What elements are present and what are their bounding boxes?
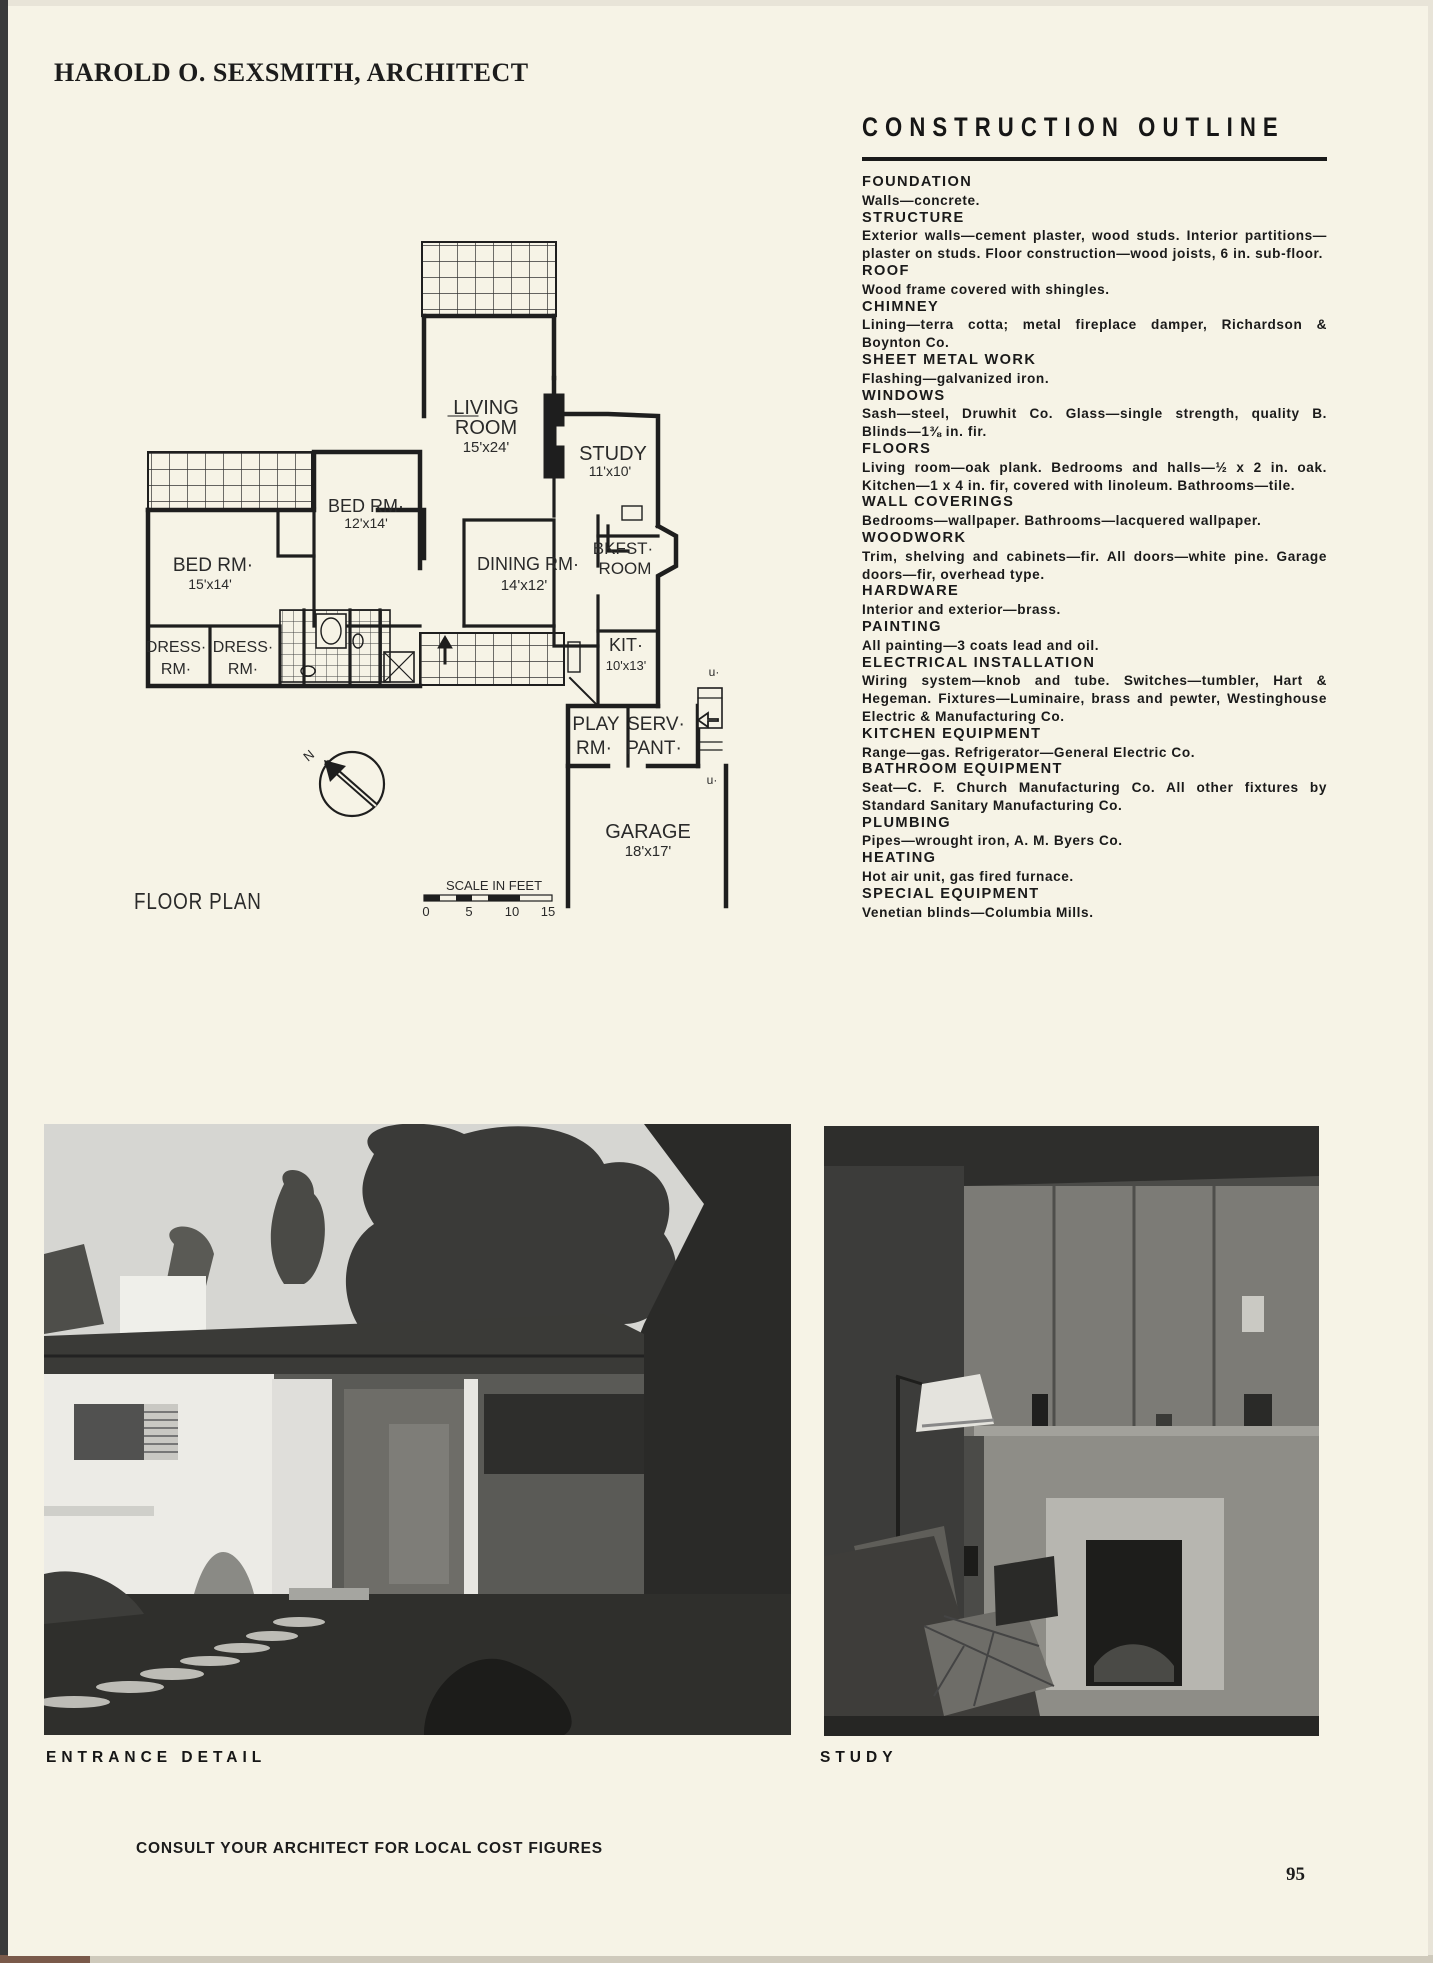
breakfast-room-label: BKFST· bbox=[592, 539, 654, 558]
bed-room-upper-label: BED RM· bbox=[328, 496, 404, 516]
living-room-label: LIVING bbox=[453, 397, 519, 419]
outline-body: Lining—terra cotta; metal fireplace damper, Richardson & Boynton Co. bbox=[862, 317, 1327, 351]
outline-body: Seat—C. F. Church Manufacturing Co. All other fixtures by Standard Sanitary Manufacturing Co. bbox=[862, 780, 1327, 813]
play-room-label-2: RM· bbox=[576, 738, 612, 759]
dress-room-1-label-2: RM· bbox=[160, 661, 192, 678]
north-arrow-icon bbox=[300, 747, 384, 816]
scale-tick-10: 10 bbox=[504, 904, 520, 919]
outline-heading: SPECIAL EQUIPMENT bbox=[862, 885, 1040, 902]
scale-tick-0: 0 bbox=[422, 904, 430, 919]
outline-heading: ROOF bbox=[862, 262, 910, 279]
dress-room-2-label-2: RM· bbox=[227, 661, 259, 678]
construction-outline-title: CONSTRUCTION OUTLINE bbox=[862, 112, 1285, 142]
outline-heading: HEATING bbox=[862, 850, 937, 867]
outline-heading: STRUCTURE bbox=[862, 209, 965, 226]
page-bottom-edge bbox=[0, 1955, 1433, 1963]
step-mark-lower: u· bbox=[706, 773, 718, 787]
page-corner-shadow bbox=[0, 1955, 90, 1963]
play-room-label: PLAY bbox=[572, 714, 620, 735]
bed-room-upper-size: 12'x14' bbox=[344, 515, 388, 531]
kitchen-label: KIT· bbox=[609, 635, 643, 655]
outline-heading: FLOORS bbox=[862, 440, 932, 457]
outline-body: Pipes—wrought iron, A. M. Byers Co. bbox=[862, 833, 1123, 849]
architect-heading: HAROLD O. SEXSMITH, ARCHITECT bbox=[54, 58, 529, 87]
garage-label: GARAGE bbox=[605, 821, 691, 843]
step-mark-upper: u· bbox=[708, 665, 720, 679]
outline-heading: WINDOWS bbox=[862, 387, 946, 404]
outline-heading: SHEET METAL WORK bbox=[862, 351, 1037, 368]
outline-body: Exterior walls—cement plaster, wood studs. Interior partitions—plaster on studs. Floor construction—wood joists, 6 in. sub-floor. bbox=[862, 228, 1327, 262]
entrance-detail-caption: ENTRANCE DETAIL bbox=[46, 1749, 267, 1766]
kitchen-size: 10'x13' bbox=[605, 658, 647, 673]
study-photo bbox=[824, 1126, 1319, 1736]
floor-plan-label: FLOOR PLAN bbox=[134, 888, 262, 914]
outline-heading: PLUMBING bbox=[862, 814, 952, 831]
page-number: 95 bbox=[1286, 1864, 1305, 1885]
outline-heading: BATHROOM EQUIPMENT bbox=[862, 761, 1063, 778]
outline-heading: PAINTING bbox=[862, 618, 942, 635]
outline-heading: FOUNDATION bbox=[862, 174, 973, 190]
magazine-page bbox=[8, 6, 1428, 1956]
breakfast-room-label-2: ROOM bbox=[598, 559, 652, 578]
outline-body: Trim, shelving and cabinets—fir. All doors—white pine. Garage doors—fir, overhead type. bbox=[862, 548, 1327, 582]
study-size: 11'x10' bbox=[588, 463, 632, 479]
outline-heading: KITCHEN EQUIPMENT bbox=[862, 725, 1042, 742]
bed-room-left-label: BED RM· bbox=[172, 555, 254, 576]
outline-body: Range—gas. Refrigerator—General Electric Co. bbox=[862, 744, 1196, 760]
outline-body: Living room—oak plank. Bedrooms and halls—½ x 2 in. oak. Kitchen—1 x 4 in. fir, covered with linoleum. Bathrooms—tile. bbox=[862, 459, 1327, 493]
scale-title: SCALE IN FEET bbox=[445, 878, 543, 893]
living-room-size: 15'x24' bbox=[462, 439, 510, 456]
dining-room-label: DINING RM· bbox=[477, 554, 579, 574]
scale-tick-15: 15 bbox=[540, 904, 556, 919]
outline-body: Sash—steel, Druwhit Co. Glass—single strength, quality B. Blinds—1⅜ in. fir. bbox=[862, 406, 1327, 440]
outline-heading: HARDWARE bbox=[862, 583, 960, 600]
dining-room-size: 14'x12' bbox=[500, 577, 548, 594]
outline-heading: WALL COVERINGS bbox=[862, 494, 1015, 511]
outline-body: Walls—concrete. bbox=[862, 192, 981, 208]
study-label: STUDY bbox=[579, 443, 647, 465]
bed-room-left-size: 15'x14' bbox=[188, 576, 232, 592]
cost-note: CONSULT YOUR ARCHITECT FOR LOCAL COST FIGURES bbox=[136, 1840, 603, 1857]
dress-room-1-label: DRESS· bbox=[145, 639, 207, 656]
outline-heading: ELECTRICAL INSTALLATION bbox=[862, 654, 1096, 671]
construction-outline bbox=[862, 174, 1327, 921]
outline-body: Hot air unit, gas fired furnace. bbox=[862, 869, 1074, 885]
service-pantry-label: SERV· bbox=[627, 714, 685, 735]
floor-plan-drawing bbox=[128, 226, 748, 966]
page-edge-shadow bbox=[0, 0, 8, 1963]
north-label: N bbox=[300, 746, 318, 765]
outline-rule bbox=[862, 157, 1327, 161]
outline-body: Flashing—galvanized iron. bbox=[862, 370, 1050, 386]
study-caption: STUDY bbox=[820, 1749, 898, 1766]
outline-body: Bedrooms—wallpaper. Bathrooms—lacquered wallpaper. bbox=[862, 513, 1262, 529]
outline-body: Interior and exterior—brass. bbox=[862, 602, 1061, 618]
outline-heading: CHIMNEY bbox=[862, 298, 940, 315]
outline-body: Wiring system—knob and tube. Switches—tumbler, Hart & Hegeman. Fixtures—Luminaire, brass and pewter, Westinghouse Electric & Manufacturing Co. bbox=[862, 673, 1327, 724]
scale-tick-5: 5 bbox=[465, 904, 473, 919]
outline-body: All painting—3 coats lead and oil. bbox=[862, 637, 1100, 653]
outline-heading: WOODWORK bbox=[862, 529, 967, 546]
garage-size: 18'x17' bbox=[624, 843, 672, 860]
outline-body: Venetian blinds—Columbia Mills. bbox=[862, 904, 1094, 920]
entrance-detail-photo bbox=[44, 1124, 791, 1735]
scale-bar bbox=[422, 878, 555, 919]
dress-room-2-label: DRESS· bbox=[212, 639, 274, 656]
outline-body: Wood frame covered with shingles. bbox=[862, 281, 1110, 297]
living-room-label-2: ROOM bbox=[454, 417, 518, 439]
service-pantry-label-2: PANT· bbox=[626, 738, 682, 759]
